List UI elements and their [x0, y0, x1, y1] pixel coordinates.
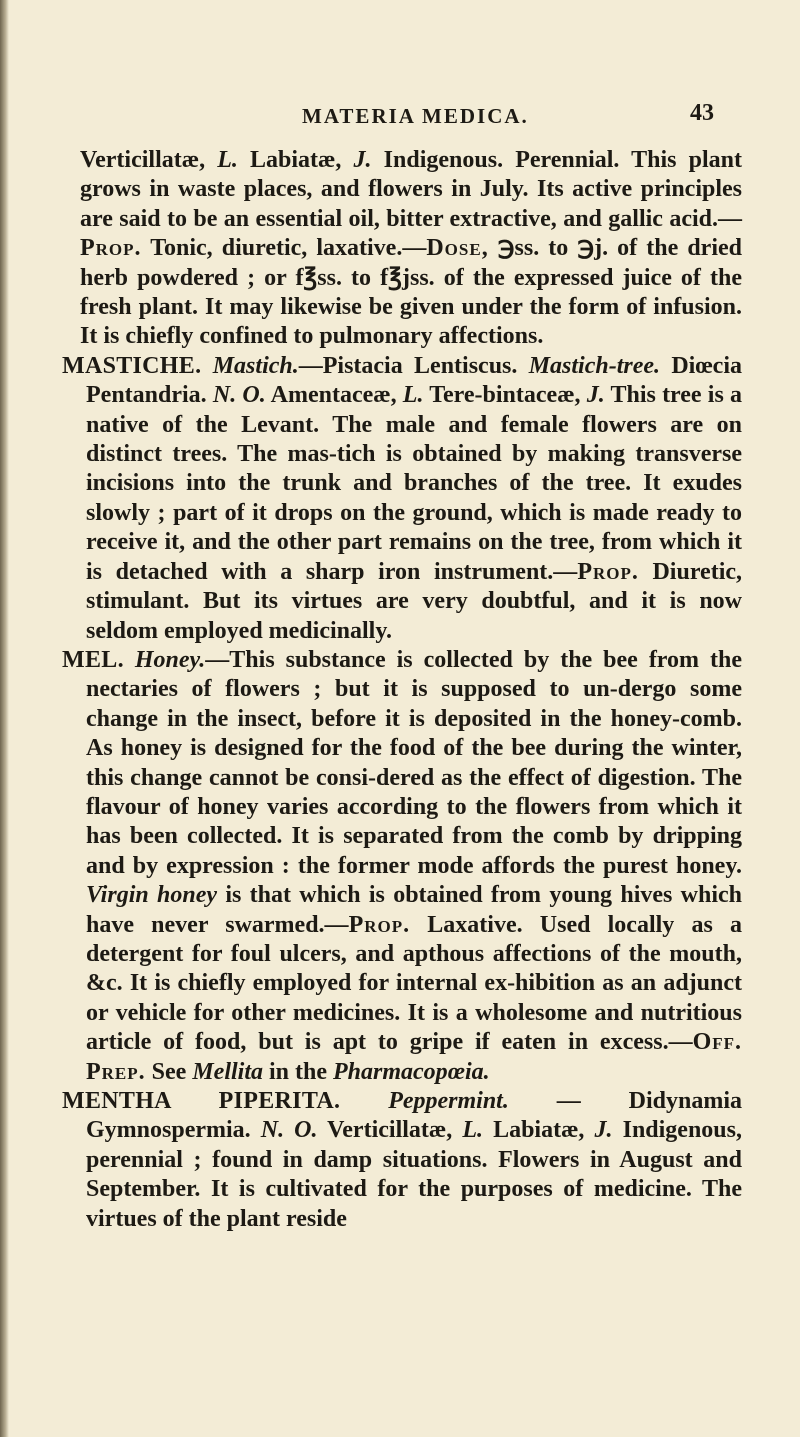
text-run: — Didynamia Gymnospermia. [86, 1088, 743, 1144]
italic-text: L. [462, 1117, 483, 1144]
italic-text: J. [353, 147, 372, 173]
text-run: This tree is a native of the Levant. The male and female flowers are on distinct trees. The mas-tich is obtained by making transverse incisions into the trunk and branches of the tree. It exudes slowly ; part of it drops on the ground, which is made ready to receive it, and the other part remains on the tree, from which it is detached with a sharp iron instrument.— [86, 382, 742, 585]
small-caps-label: Off. Prep. [86, 1029, 742, 1085]
text-run: Amentaceæ, [265, 382, 403, 409]
italic-text: Mellita [192, 1058, 263, 1085]
entry-continuation [62, 146, 742, 352]
text-run: Tere-bintaceæ, [423, 382, 587, 409]
page-body [62, 146, 742, 1234]
text-run: Diœcia Pentandria. [86, 352, 743, 409]
italic-text: Peppermint. [388, 1088, 509, 1114]
entry-mel [62, 646, 742, 1087]
running-head [0, 92, 800, 132]
small-caps-label: Prop. [80, 235, 142, 262]
text-run [124, 647, 135, 673]
small-caps-label: Dose, [426, 235, 489, 262]
italic-text: Mastich. [212, 352, 299, 379]
text-run: Laxative. Used locally as a detergent for foul ulcers, and apthous affections of the mouth, &c. It is chiefly employed for internal ex-hibition as an adjunct or vehicle for other medicines. It is a wholesome and nutritious article of food, but is apt to gripe if eaten in excess.— [86, 911, 743, 1056]
text-run: Diuretic, stimulant. But its virtues are very doubtful, and it is now seldom employed medicinally. [86, 558, 743, 644]
text-run: in the [263, 1058, 334, 1085]
italic-text: L. [402, 382, 424, 409]
italic-text: Virgin honey [86, 882, 218, 909]
text-run: is that which is obtained from young hives which have never swarmed.— [86, 882, 742, 938]
entry-headword: MENTHA PIPERITA. [62, 1088, 341, 1114]
text-run: Verticillatæ, [80, 147, 218, 173]
text-run [340, 1088, 388, 1114]
small-caps-label: Prop. [577, 558, 639, 585]
entry-headword: MEL. [62, 646, 124, 673]
italic-text: J. [594, 1117, 613, 1144]
italic-text: Mastich-tree. [528, 352, 661, 379]
italic-text: J. [586, 382, 605, 409]
italic-text: L. [217, 147, 238, 173]
italic-text: Honey. [134, 646, 206, 673]
text-run: —Pistacia Lentiscus. [298, 352, 529, 379]
text-run: Verticillatæ, [317, 1117, 463, 1144]
text-run: See [145, 1058, 193, 1085]
text-run: ℈ss. to ℈j. of the dried herb powdered ; or f℥ss. to f℥jss. of the expressed juice of the fresh plant. It may likewise be given under the form of infusion. It is chiefly confined to pulmonary affections. [80, 235, 742, 350]
text-run: Indigenous, perennial ; found in damp situations. Flowers in August and September. It is cultivated for the purposes of medicine. The virtues of the plant reside [86, 1117, 742, 1232]
text-run: Tonic, diuretic, laxative.— [141, 235, 427, 262]
page-binding-edge [0, 0, 9, 1437]
italic-text: N. O. [212, 382, 266, 409]
text-run [201, 353, 212, 379]
entry-headword: MASTICHE. [62, 352, 202, 379]
page-number: 43 [690, 100, 714, 126]
text-run: Indigenous. Perennial. This plant grows in waste places, and flowers in July. Its active principles are said to be an essential oil, bitter extractive, and gallic acid.— [80, 147, 742, 232]
italic-text: N. O. [260, 1117, 318, 1144]
text-run: —This substance is collected by the bee from the nectaries of flowers ; but it is supposed to un-dergo some change in the insect, before it is deposited in the honey-comb. As honey is designed for the food of the bee during the winter, this change cannot be consi-dered as the effect of digestion. The flavour of honey varies according to the flowers from which it has been collected. It is separated from the comb by dripping and by expression : the former mode affords the purest honey. [86, 646, 742, 879]
entry-mentha-piperita [62, 1087, 742, 1234]
running-head-title: MATERIA MEDICA. [302, 104, 529, 128]
text-run: Labiatæ, [237, 147, 354, 173]
italic-text: Pharmacopœia. [333, 1058, 490, 1085]
entry-mastiche [62, 352, 742, 646]
small-caps-label: Prop. [348, 911, 411, 938]
text-run: Labiatæ, [482, 1117, 595, 1144]
